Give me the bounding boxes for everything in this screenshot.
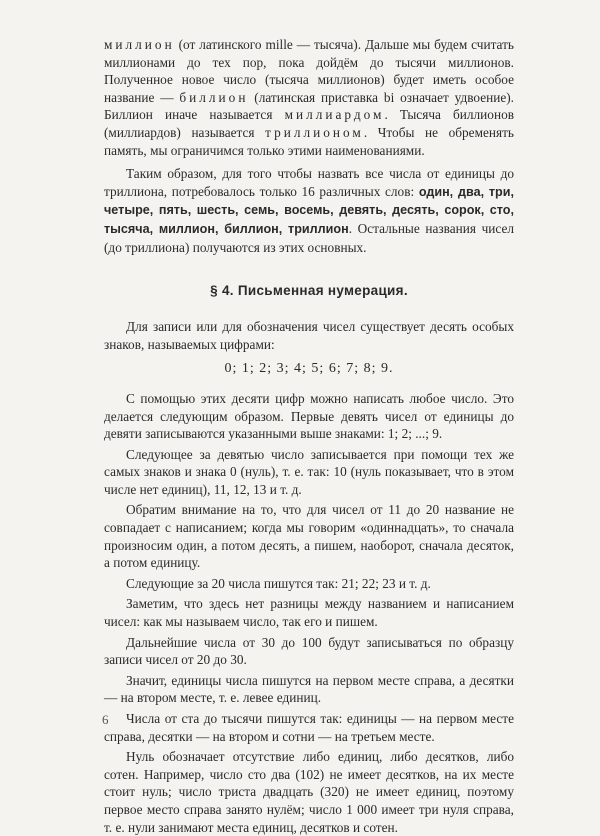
paragraph-sixteen-words: Таким образом, для того чтобы назвать все числа от единицы до триллиона, потребовалось только 16 различных слов: один, два, три, четыре, пять, шесть, семь, восемь, девять, десять, сорок, сто, тысяча, миллион, биллион, триллион. Остальные названия чисел (до триллиона) получаются из этих основных. [104, 166, 514, 255]
paragraph-eleven-twenty: Обратим внимание на то, что для чисел от 11 до 20 название не совпадает с написанием; когда мы говорим «одиннадцать», то сначала произносим один, а потом десять, а пишем, наоборот, сначала десяток, а потом единицу. [104, 502, 514, 571]
paragraph-thirty-hundred: Дальнейшие числа от 30 до 100 будут записываться по образцу записи чисел от 20 до 30. [104, 634, 514, 668]
section-heading: § 4. Письменная нумерация. [210, 283, 408, 299]
page-number: 6 [102, 712, 109, 727]
paragraph-name-writing: Заметим, что здесь нет разницы между названием и написанием чисел: как мы называем число, так его и пишем. [104, 596, 514, 630]
paragraph-million-names: миллион (от латинского mille — тысяча). Дальше мы будем считать миллионами до тех пор, пока дойдём до тысячи миллионов. Полученное новое число (тысяча миллионов) будет иметь особое название — биллион (латинская приставка bi означает удвоение). Биллион иначе называется миллиардом. Тысяча биллионов (миллиардов) называется триллионом. Чтобы не обременять память, мы ограничимся только этими наименованиями. [104, 37, 515, 158]
digits-line: 0; 1; 2; 3; 4; 5; 6; 7; 8; 9. [224, 361, 394, 377]
number-words-list: один, два, три, четыре, пять, шесть, семь, восемь, девять, десять, сорок, сто, тысяча, миллион, биллион, триллион [104, 184, 514, 236]
paragraph-first-nine: С помощью этих десяти цифр можно написать любое число. Это делается следующим образом. Первые девять чисел от единицы до девяти записываются указанными выше знаками: 1; 2; ...; 9. [104, 390, 514, 442]
term-trillion: триллионом [265, 124, 364, 140]
paragraph-ten: Следующее за девятью число записывается при помощи тех же самых знаков и знака 0 (нуль), т. е. так: 10 (нуль показывает, что в этом числе нет единиц), 11, 12, 13 и т. д. [104, 446, 514, 497]
paragraph-digits-intro: Для записи или для обозначения чисел существует десять особых знаков, называемых цифрами: [104, 319, 514, 352]
term-billion: биллион [179, 89, 249, 105]
term-milliard: миллиардом [284, 107, 385, 123]
paragraph-zero: Нуль обозначает отсутствие либо единиц, либо десятков, либо сотен. Например, число сто два (102) не имеет десятков, на их месте стоит нуль; число триста двадцать (320) не имеет единиц, поэтому первое место справа занято нулём; число 1 000 имеет три нуля справа, т. е. нули занимают места единиц, десятков и сотен. [104, 749, 514, 835]
paragraph-units-tens: Значит, единицы числа пишутся на первом месте справа, а десятки — на втором месте, т. е. левее единиц. [104, 672, 514, 706]
term-million: миллион [104, 37, 175, 52]
paragraph-hundreds: Числа от ста до тысячи пишутся так: единицы — на первом месте справа, десятки — на втором и сотни — на третьем месте. [104, 711, 514, 744]
paragraph-twenties: Следующие за 20 числа пишутся так: 21; 22; 23 и т. д. [126, 575, 431, 591]
